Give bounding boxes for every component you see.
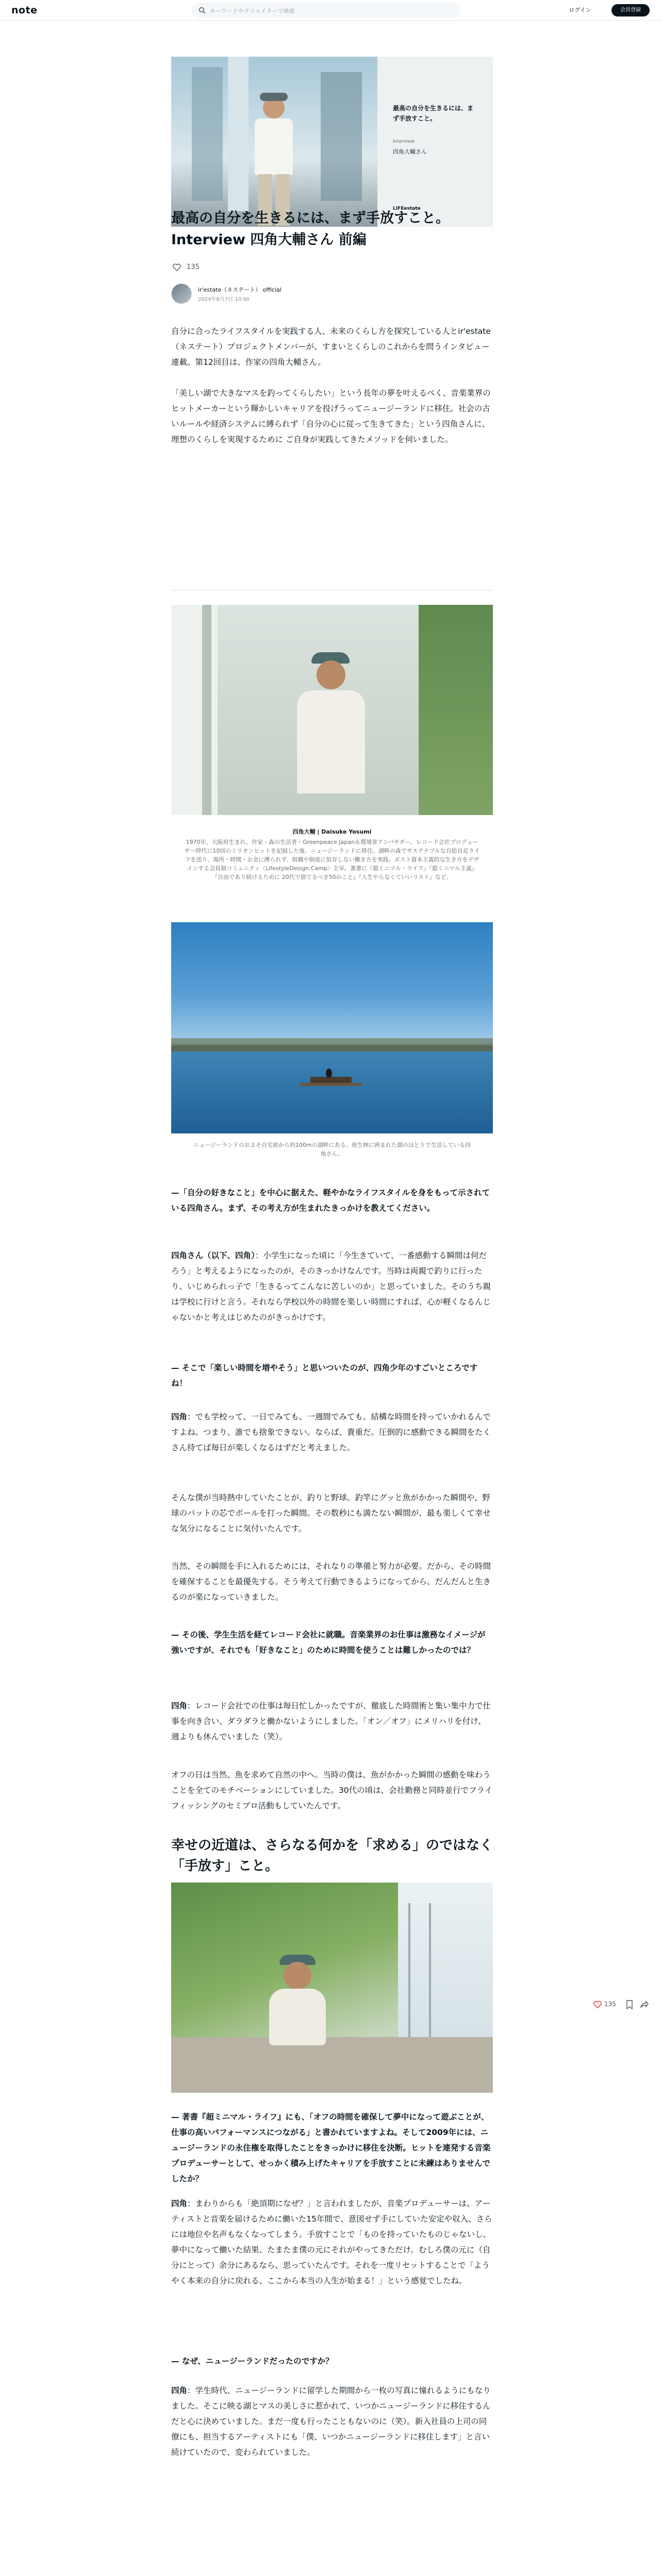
bookmark-icon[interactable] bbox=[626, 2000, 633, 2009]
answer-text: ：レコード会社での仕事は毎日忙しかったですが、徹底した時間術と集い集中力で仕事を向き合い、ダラダラと働かないようにしました。「オン／オフ」にメリハリを付け、週よりも休んでいました（笑）。 bbox=[171, 1701, 491, 1741]
signup-button[interactable]: 会員登録 bbox=[611, 4, 650, 16]
answer-text: ：小学生になった頃に「今生きていて、一番感動する瞬間は何だろう」と考えるようになったのが、そのきっかけなんです。当時は両親で釣りに行ったり、いじめられっ子で「生きるってこんなに苦しいのか」と思っていました。そのうち親は学校に行けと言う。それなら学校以外の時間を楽しい時間にすれば、心が軽くなるんじゃないかと考えはじめたのがきっかけです。 bbox=[171, 1251, 491, 1322]
speaker-name: 四角さん（以下、四角） bbox=[171, 1251, 255, 1260]
lake-image bbox=[171, 922, 493, 1133]
park-image bbox=[171, 1883, 493, 2093]
author-name[interactable]: ir'estate（ネステート） official bbox=[198, 286, 282, 293]
interview-question: — そこで「楽しい時間を増やそう」と思いついたのが、四角少年のすごいところですね！ bbox=[171, 1363, 478, 1388]
interview-answer bbox=[171, 2383, 493, 2460]
interview-answer bbox=[171, 1698, 493, 1744]
hero-cover-brand: LIFEestate bbox=[393, 206, 421, 211]
profile-caption: 1970年、大阪府生まれ。作家・森の生活者・Greenpeace Japan＆環境省アンバサダー。レコード会社プロデューサー時代に10回のミリオンヒットを記録した後、ニュージーランドに移住。湖畔の森でサステナブルな自給自足ライフを送り、場所・時間・お金に縛られず、組織や制度に依存しない働き方を実践。ポスト資本主義的な生き方をデザインする会員制コミュニティ〈LifestyleDesign.Camp〉主宰。著書に『超ミニマル・ライフ』『超ミニマル主義』『自由であり続けるために 20代で捨てるべき50のこと』『人生やらなくていいリスト』など。 bbox=[184, 839, 480, 880]
author-row[interactable] bbox=[171, 282, 493, 308]
hero-photo bbox=[171, 57, 377, 227]
interview-answer: そんな僕が当時熱中していたことが、釣りと野球。釣竿にグッと魚がかかった瞬間や、野球のバットの芯でボールを打った瞬間。その数秒にも満たない瞬間が、最も楽しくて幸せな気分になることに気付いたんです。 bbox=[171, 1493, 491, 1533]
profile-image bbox=[171, 605, 493, 815]
intro-paragraph: 自分に合ったライフスタイルを実践する人、未来のくらし方を探究している人とir'estate（ネステート）プロジェクトメンバーが、すまいとくらしのこれからを問うインタビュー連載。第12回目は、作家の四角大輔さん。 bbox=[171, 327, 491, 367]
profile-caption-name: 四角大輔 | Daisuke Yosumi bbox=[292, 828, 372, 835]
answer-text: ：まわりからも「絶頂期になぜ？」と言われましたが、音楽プロデューサーは、アーティストと音楽を届けるために働いた15年間で、意図せず手にしていた安定や収入、さらには地位や名声もなくなってしまう。手放すことで「ものを持っていたものじゃないし、夢中になって働いた結果、たまたま僕の元にそれがやってきただけ。むしろ僕の元に（自分にとって）余分にあるなら、思っていたんです。それを一度リセットすることで「ようやく本来の自分に戻れる、ここから本当の人生が始まる！」という感覚でしたね。 bbox=[171, 2199, 492, 2285]
section-heading: 幸せの近道は、さらなる何かを「求める」のではなく「手放す」こと。 bbox=[171, 1838, 493, 1874]
answer-text: ：でも学校って、一日でみても、一週間でみても、結構な時間を持っていかれるんですよね。つまり、誰でも捨象できない。ならば、貴重だ。圧倒的に感動できる瞬間をたくさん持てば毎日が楽しくなるはずだと考えました。 bbox=[171, 1412, 491, 1452]
interview-question: — 著書『超ミニマル・ライフ』にも、「オフの時間を確保して夢中になって遊ぶことが、仕事の高いパフォーマンスにつながる」と書かれていますよね。そして2009年には、ニュージーランドの永住権を取得したことをきっかけに移住を決断。ヒットを連発する音楽プロデューサーとして、せっかく積み上げたキャリアを手放すことに未練はありませんでしたか？ bbox=[171, 2112, 491, 2183]
interview-answer bbox=[171, 1409, 493, 1455]
author-avatar[interactable] bbox=[171, 283, 192, 304]
like-row bbox=[171, 262, 493, 273]
answer-text: ：学生時代、ニュージーランドに留学した期間から一枚の写真に憧れるようにもなりました。そこに映る湖とマスの美しさに惹かれて、いつかニュージーランドに移住するんだと心に決めていました。まだ一度も行ったこともないのに（笑）。新入社員の上司の同僚にも、担当するアーティストにも「僕、いつかニュージーランドに移住します」と言い続けていたので、変わられていました。 bbox=[171, 2386, 491, 2457]
speaker-name: 四角 bbox=[171, 1701, 188, 1710]
interview-question: — なぜ、ニュージーランドだったのですか？ bbox=[171, 2357, 334, 2366]
like-count: 135 bbox=[604, 2001, 616, 2008]
like-heart-icon[interactable] bbox=[593, 2000, 602, 2009]
interview-answer bbox=[171, 2196, 493, 2289]
search-icon bbox=[198, 7, 206, 14]
interview-answer: 当然、その瞬間を手に入れるためには、それなりの準備と努力が必要。だから、その時間を確保することを最優先する。そう考えて行動できるようになってから、だんだんと生きるのが楽になっていきました。 bbox=[171, 1562, 491, 1602]
search-bar[interactable] bbox=[192, 3, 460, 18]
interview-question: — その後、学生生活を経てレコード会社に就職。音楽業界のお仕事は激務なイメージが強いですが、それでも「好きなこと」のために時間を使うことは難しかったのでは？ bbox=[171, 1630, 486, 1655]
hero-cover-name: 四角大輔さん bbox=[393, 148, 427, 155]
hero-image bbox=[171, 57, 493, 227]
like-count: 135 bbox=[187, 263, 200, 271]
hero-cover-sub: Interview bbox=[393, 139, 415, 144]
interview-answer: オフの日は当然、魚を求めて自然の中へ。当時の僕は、魚がかかった瞬間の感動を味わうことを全てのモチベーションにしていました。30代の頃は、会社勤務と同時並行でフライフィッシングのセミプロ活動もしていたんです。 bbox=[171, 1770, 493, 1810]
note-logo[interactable]: note bbox=[11, 5, 38, 16]
floating-action-bar bbox=[593, 1997, 655, 2012]
heart-icon[interactable] bbox=[172, 263, 181, 272]
intro-paragraph: 「美しい湖で大きなマスを釣ってくらしたい」という長年の夢を叶えるべく、音楽業界のヒットメーカーという輝かしいキャリアを投げうってニュージーランドに移住。社会の古いルールや経済システムに縛られず「自分の心に従って生きてきた」という四角さんに、理想のくらしを実現するために ご自身が実践してきたメソッドを伺いました。 bbox=[171, 388, 491, 444]
interview-question: —「自分の好きなこと」を中心に据えた、軽やかなライフスタイルを身をもって示されている四角さん。まず、その考え方が生まれたきっかけを教えてください。 bbox=[171, 1188, 490, 1213]
interview-answer bbox=[171, 1248, 493, 1325]
publish-date: 2024年6月7日 10:00 bbox=[198, 297, 250, 302]
speaker-name: 四角 bbox=[171, 2386, 188, 2395]
global-header bbox=[0, 0, 662, 21]
speaker-name: 四角 bbox=[171, 2199, 188, 2208]
share-icon[interactable] bbox=[639, 2000, 649, 2009]
lake-caption: ニュージーランドのおよそ自宅前から約100mの湖畔にある、原生林に囲まれた湖のほとりで生活している四角さん。 bbox=[193, 1142, 471, 1157]
login-button[interactable]: ログイン bbox=[565, 4, 595, 16]
hero-cover-title: 最高の自分を生きるには、まず手放すこと。 bbox=[393, 105, 474, 122]
speaker-name: 四角 bbox=[171, 1412, 188, 1421]
article-title: 最高の自分を生きるには、まず手放すこと。Interview 四角大輔さん 前編 bbox=[171, 210, 450, 248]
search-input[interactable] bbox=[210, 6, 452, 15]
